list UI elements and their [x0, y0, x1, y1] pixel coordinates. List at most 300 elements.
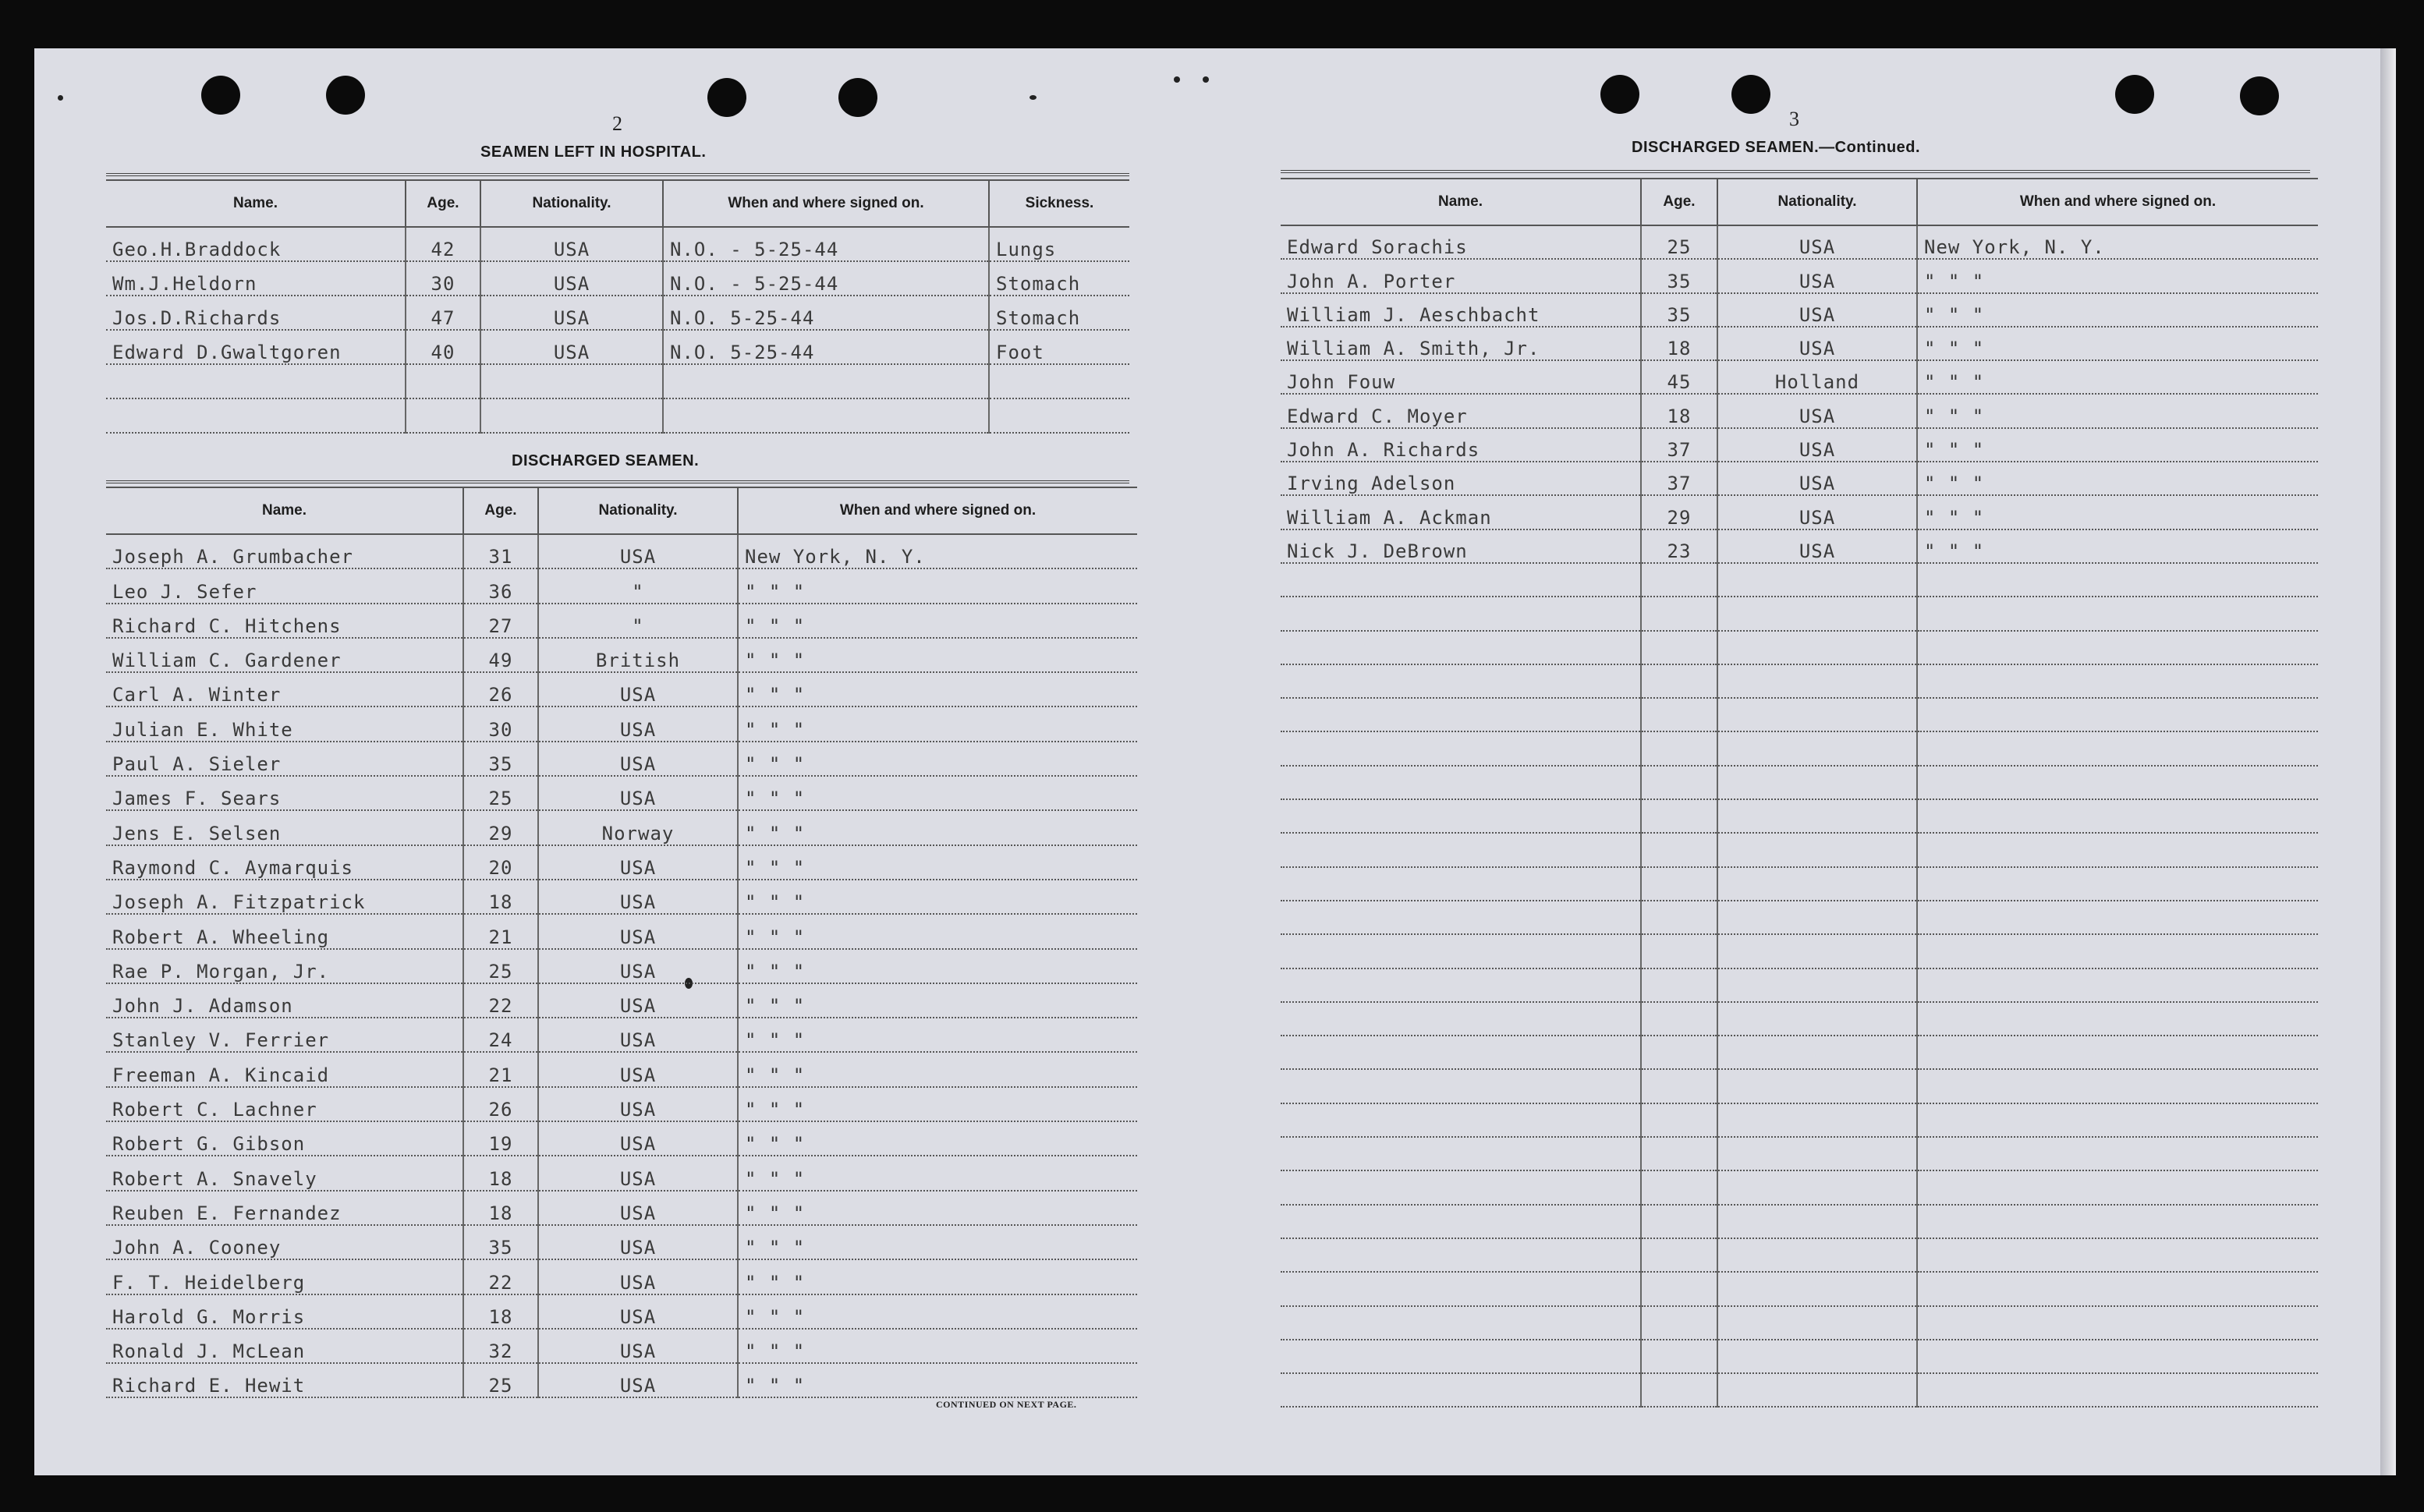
right-cell	[1717, 833, 1917, 866]
table-row	[1281, 225, 2318, 259]
right-cell: USA	[1717, 225, 1917, 259]
discharged-cell: 29	[463, 810, 538, 845]
right-cell	[1641, 1036, 1717, 1069]
discharged-header-1: Age.	[463, 487, 538, 534]
discharged-cell: USA	[538, 672, 738, 706]
punch-hole	[838, 78, 877, 117]
ink-speck	[1203, 76, 1209, 83]
right-cell: John A. Porter	[1281, 259, 1641, 292]
table-row	[1281, 766, 2318, 799]
hospital-cell	[663, 398, 989, 433]
discharged-table	[106, 487, 1137, 1398]
table-row	[106, 672, 1137, 706]
right-cell	[1281, 1272, 1641, 1305]
hospital-header-2: Nationality.	[480, 180, 663, 227]
discharged-cell: 20	[463, 845, 538, 880]
discharged-cell: USA	[538, 534, 738, 568]
discharged-cell: 31	[463, 534, 538, 568]
right-title-rule	[1281, 170, 2310, 173]
hospital-cell: Geo.H.Braddock	[106, 227, 406, 261]
right-cell	[1917, 1238, 2318, 1272]
discharged-cell: 25	[463, 949, 538, 983]
table-row	[1281, 293, 2318, 327]
table-row	[106, 914, 1137, 948]
discharged-cell: Richard E. Hewit	[106, 1363, 463, 1397]
right-cell	[1917, 731, 2318, 765]
table-row	[1281, 394, 2318, 427]
hospital-cell: USA	[480, 296, 663, 330]
right-cell	[1917, 1205, 2318, 1238]
right-cell	[1717, 901, 1917, 934]
right-cell: William J. Aeschbacht	[1281, 293, 1641, 327]
ink-speck	[1029, 95, 1037, 100]
discharged-cell: Rae P. Morgan, Jr.	[106, 949, 463, 983]
right-cell: New York, N. Y.	[1917, 225, 2318, 259]
discharged-cell: "	[538, 604, 738, 638]
table-row	[1281, 1340, 2318, 1373]
right-cell	[1717, 1205, 1917, 1238]
table-row	[1281, 1373, 2318, 1407]
discharged-cell: " " "	[738, 880, 1137, 914]
right-cell: William A. Smith, Jr.	[1281, 327, 1641, 360]
page-edge	[2380, 48, 2396, 1475]
discharged-cell: " " "	[738, 845, 1137, 880]
discharged-cell: 26	[463, 672, 538, 706]
discharged-cell: " " "	[738, 810, 1137, 845]
discharged-cell: USA	[538, 1018, 738, 1052]
discharged-cell: " " "	[738, 1156, 1137, 1190]
right-cell	[1917, 698, 2318, 731]
discharged-cell: USA	[538, 742, 738, 776]
discharged-cell: 35	[463, 1225, 538, 1259]
discharged-cell: USA	[538, 914, 738, 948]
discharged-cell: " " "	[738, 604, 1137, 638]
table-row	[1281, 799, 2318, 833]
right-cell	[1917, 563, 2318, 597]
table-row	[106, 330, 1129, 364]
table-row	[1281, 428, 2318, 462]
table-row	[1281, 901, 2318, 934]
right-cell: USA	[1717, 495, 1917, 529]
punch-hole	[326, 76, 365, 115]
discharged-cell: 26	[463, 1087, 538, 1121]
discharged-cell: Richard C. Hitchens	[106, 604, 463, 638]
right-cell	[1641, 799, 1717, 833]
right-cell	[1917, 664, 2318, 698]
right-cell	[1281, 1238, 1641, 1272]
table-row	[106, 1121, 1137, 1156]
table-row	[106, 398, 1129, 433]
right-cell	[1641, 867, 1717, 901]
table-row	[1281, 631, 2318, 664]
punch-hole	[1600, 75, 1639, 114]
right-cell: 35	[1641, 293, 1717, 327]
discharged-cell: USA	[538, 1156, 738, 1190]
discharged-cell: Raymond C. Aymarquis	[106, 845, 463, 880]
hospital-cell: USA	[480, 227, 663, 261]
discharged-cell: USA	[538, 1121, 738, 1156]
discharged-cell: 18	[463, 1294, 538, 1329]
discharged-cell: USA	[538, 1363, 738, 1397]
discharged-continued-title-text: DISCHARGED SEAMEN.	[1632, 139, 1820, 156]
punch-hole	[707, 78, 746, 117]
right-cell	[1717, 1002, 1917, 1036]
right-cell	[1281, 968, 1641, 1002]
right-cell	[1917, 833, 2318, 866]
right-cell: Edward Sorachis	[1281, 225, 1641, 259]
discharged-cell: USA	[538, 1087, 738, 1121]
hospital-cell	[989, 398, 1129, 433]
discharged-cell: Leo J. Sefer	[106, 568, 463, 603]
right-cell	[1717, 1272, 1917, 1305]
right-cell	[1281, 1340, 1641, 1373]
table-row	[1281, 360, 2318, 394]
right-cell	[1641, 833, 1717, 866]
right-cell: Edward C. Moyer	[1281, 394, 1641, 427]
ink-speck	[1174, 76, 1180, 83]
hospital-cell: N.O. 5-25-44	[663, 296, 989, 330]
right-cell	[1281, 1170, 1641, 1204]
right-cell	[1717, 1373, 1917, 1407]
discharged-cell: 30	[463, 706, 538, 741]
table-row	[106, 261, 1129, 296]
right-cell	[1281, 867, 1641, 901]
right-cell	[1917, 1306, 2318, 1340]
right-cell	[1281, 833, 1641, 866]
hospital-table	[106, 179, 1129, 434]
discharged-cell: USA	[538, 1259, 738, 1294]
table-row	[106, 742, 1137, 776]
right-cell	[1717, 1306, 1917, 1340]
table-row	[1281, 563, 2318, 597]
discharged-cell: USA	[538, 776, 738, 810]
punch-hole	[2115, 75, 2154, 114]
discharged-cell: USA	[538, 706, 738, 741]
hospital-cell: 42	[406, 227, 480, 261]
hospital-cell: Foot	[989, 330, 1129, 364]
right-cell	[1281, 597, 1641, 630]
right-cell	[1281, 698, 1641, 731]
right-cell	[1641, 597, 1717, 630]
discharged-cell: Robert A. Snavely	[106, 1156, 463, 1190]
table-row	[106, 1191, 1137, 1225]
discharged-cell: British	[538, 638, 738, 672]
discharged-cell: New York, N. Y.	[738, 534, 1137, 568]
table-row	[1281, 1069, 2318, 1103]
discharged-cell: " " "	[738, 1052, 1137, 1086]
right-cell: John A. Richards	[1281, 428, 1641, 462]
table-row	[1281, 1272, 2318, 1305]
right-cell: USA	[1717, 259, 1917, 292]
discharged-continued-title	[1632, 139, 1920, 157]
right-cell	[1717, 664, 1917, 698]
discharged-header-3: When and where signed on.	[738, 487, 1137, 534]
table-row	[106, 776, 1137, 810]
discharged-cell: 49	[463, 638, 538, 672]
right-cell	[1717, 563, 1917, 597]
table-row	[106, 296, 1129, 330]
discharged-cell: " " "	[738, 949, 1137, 983]
table-row	[1281, 1036, 2318, 1069]
table-row	[106, 1294, 1137, 1329]
right-cell	[1641, 1340, 1717, 1373]
right-cell	[1281, 934, 1641, 968]
table-row	[106, 1018, 1137, 1052]
punch-hole	[1731, 75, 1770, 114]
right-cell: " " "	[1917, 327, 2318, 360]
table-row	[106, 568, 1137, 603]
discharged-cell: USA	[538, 1329, 738, 1363]
right-cell: " " "	[1917, 293, 2318, 327]
right-cell	[1641, 1238, 1717, 1272]
right-cell	[1641, 631, 1717, 664]
discharged-cell: Freeman A. Kincaid	[106, 1052, 463, 1086]
hospital-cell: N.O. - 5-25-44	[663, 227, 989, 261]
hospital-cell: USA	[480, 261, 663, 296]
discharged-cell: 18	[463, 1191, 538, 1225]
discharged-cell: " " "	[738, 568, 1137, 603]
right-cell	[1917, 867, 2318, 901]
discharged-cell: " " "	[738, 1259, 1137, 1294]
right-cell	[1917, 597, 2318, 630]
discharged-cell: " " "	[738, 672, 1137, 706]
right-cell	[1641, 934, 1717, 968]
discharged-cell: 22	[463, 983, 538, 1018]
discharged-cell: Joseph A. Grumbacher	[106, 534, 463, 568]
page-number-left: 2	[612, 112, 622, 135]
discharged-cell: " " "	[738, 742, 1137, 776]
hospital-title-rule	[106, 173, 1129, 176]
table-row	[106, 880, 1137, 914]
right-cell	[1717, 698, 1917, 731]
table-row	[106, 706, 1137, 741]
discharged-cell: USA	[538, 1225, 738, 1259]
right-cell	[1917, 631, 2318, 664]
right-cell	[1917, 766, 2318, 799]
right-cell	[1717, 731, 1917, 765]
discharged-header-2: Nationality.	[538, 487, 738, 534]
discharged-cell: USA	[538, 880, 738, 914]
right-cell: USA	[1717, 428, 1917, 462]
right-cell: " " "	[1917, 529, 2318, 563]
right-cell: 18	[1641, 394, 1717, 427]
right-cell	[1717, 799, 1917, 833]
discharged-cell: 21	[463, 914, 538, 948]
hospital-cell: Stomach	[989, 261, 1129, 296]
discharged-cell: " " "	[738, 1363, 1137, 1397]
discharged-cell: USA	[538, 1191, 738, 1225]
discharged-cell: Carl A. Winter	[106, 672, 463, 706]
discharged-cell: " " "	[738, 914, 1137, 948]
discharged-cell: Robert A. Wheeling	[106, 914, 463, 948]
discharged-cell: USA	[538, 983, 738, 1018]
right-cell: " " "	[1917, 360, 2318, 394]
table-row	[106, 1156, 1137, 1190]
right-cell	[1641, 766, 1717, 799]
table-row	[106, 1259, 1137, 1294]
discharged-cell: 21	[463, 1052, 538, 1086]
right-cell	[1641, 1306, 1717, 1340]
hospital-section-title: SEAMEN LEFT IN HOSPITAL.	[480, 143, 707, 161]
right-cell	[1641, 731, 1717, 765]
right-cell	[1917, 1069, 2318, 1103]
right-cell	[1717, 968, 1917, 1002]
discharged-cell: James F. Sears	[106, 776, 463, 810]
continued-note: CONTINUED ON NEXT PAGE.	[936, 1399, 1077, 1410]
hospital-cell: 30	[406, 261, 480, 296]
table-row	[1281, 495, 2318, 529]
table-row	[1281, 664, 2318, 698]
right-cell	[1641, 1002, 1717, 1036]
right-cell: 35	[1641, 259, 1717, 292]
right-cell	[1917, 1137, 2318, 1170]
right-cell	[1641, 664, 1717, 698]
right-cell	[1281, 563, 1641, 597]
discharged-cell: Paul A. Sieler	[106, 742, 463, 776]
right-cell	[1281, 1306, 1641, 1340]
right-cell	[1641, 1272, 1717, 1305]
right-cell: 29	[1641, 495, 1717, 529]
table-row	[1281, 934, 2318, 968]
table-row	[1281, 698, 2318, 731]
right-cell: " " "	[1917, 462, 2318, 495]
hospital-cell	[480, 364, 663, 398]
hospital-header-1: Age.	[406, 180, 480, 227]
table-row	[1281, 462, 2318, 495]
right-cell	[1281, 1036, 1641, 1069]
right-cell	[1717, 867, 1917, 901]
right-cell: 25	[1641, 225, 1717, 259]
discharged-cell: F. T. Heidelberg	[106, 1259, 463, 1294]
discharged-cell: " " "	[738, 1191, 1137, 1225]
right-cell	[1717, 1103, 1917, 1137]
right-cell: John Fouw	[1281, 360, 1641, 394]
discharged-cell: USA	[538, 949, 738, 983]
right-cell	[1917, 1002, 2318, 1036]
discharged-cell: William C. Gardener	[106, 638, 463, 672]
hospital-cell: 40	[406, 330, 480, 364]
right-cell	[1717, 1137, 1917, 1170]
right-cell: William A. Ackman	[1281, 495, 1641, 529]
right-cell	[1917, 901, 2318, 934]
right-cell: USA	[1717, 327, 1917, 360]
table-row	[1281, 1238, 2318, 1272]
right-cell	[1717, 766, 1917, 799]
table-row	[106, 1363, 1137, 1397]
table-row	[106, 227, 1129, 261]
right-cell: " " "	[1917, 394, 2318, 427]
table-row	[1281, 731, 2318, 765]
discharged-cell: USA	[538, 1294, 738, 1329]
discharged-header-0: Name.	[106, 487, 463, 534]
right-cell	[1641, 1205, 1717, 1238]
table-row	[106, 1087, 1137, 1121]
discharged-cell: Harold G. Morris	[106, 1294, 463, 1329]
discharged-cell: " " "	[738, 1329, 1137, 1363]
right-cell	[1641, 1170, 1717, 1204]
table-row	[1281, 833, 2318, 866]
hospital-cell: Wm.J.Heldorn	[106, 261, 406, 296]
right-cell	[1281, 901, 1641, 934]
page-number-right: 3	[1789, 108, 1799, 130]
table-row	[1281, 968, 2318, 1002]
discharged-cell: Ronald J. McLean	[106, 1329, 463, 1363]
right-header-3: When and where signed on.	[1917, 179, 2318, 225]
table-row	[106, 638, 1137, 672]
discharged-cell: " " "	[738, 1225, 1137, 1259]
punch-hole	[2240, 76, 2279, 115]
right-cell	[1641, 1069, 1717, 1103]
punch-hole	[201, 76, 240, 115]
hospital-header-4: Sickness.	[989, 180, 1129, 227]
discharged-cell: 18	[463, 880, 538, 914]
discharged-cell: Julian E. White	[106, 706, 463, 741]
discharged-cell: 18	[463, 1156, 538, 1190]
ink-speck	[58, 95, 63, 101]
hospital-cell: N.O. - 5-25-44	[663, 261, 989, 296]
hospital-cell: Jos.D.Richards	[106, 296, 406, 330]
table-row	[1281, 1137, 2318, 1170]
discharged-cell: 35	[463, 742, 538, 776]
right-cell: " " "	[1917, 428, 2318, 462]
right-cell: 37	[1641, 428, 1717, 462]
right-cell	[1641, 1137, 1717, 1170]
hospital-cell	[406, 398, 480, 433]
discharged-cell: Jens E. Selsen	[106, 810, 463, 845]
right-cell	[1917, 1036, 2318, 1069]
right-cell	[1281, 1069, 1641, 1103]
right-header-1: Age.	[1641, 179, 1717, 225]
table-row	[1281, 1002, 2318, 1036]
right-cell: 45	[1641, 360, 1717, 394]
right-cell	[1917, 934, 2318, 968]
right-cell	[1641, 1103, 1717, 1137]
right-cell	[1281, 766, 1641, 799]
right-cell	[1717, 631, 1917, 664]
discharged-cell: 25	[463, 776, 538, 810]
right-cell	[1281, 731, 1641, 765]
right-cell	[1917, 968, 2318, 1002]
right-cell: USA	[1717, 462, 1917, 495]
right-cell: " " "	[1917, 495, 2318, 529]
hospital-cell: Stomach	[989, 296, 1129, 330]
table-row	[1281, 327, 2318, 360]
table-row	[1281, 867, 2318, 901]
right-cell	[1281, 1205, 1641, 1238]
discharged-cell: Norway	[538, 810, 738, 845]
table-row	[1281, 259, 2318, 292]
discharged-continued-table	[1281, 178, 2318, 1408]
hospital-cell	[663, 364, 989, 398]
right-cell	[1281, 1373, 1641, 1407]
discharged-cell: " " "	[738, 706, 1137, 741]
discharged-cell: Robert C. Lachner	[106, 1087, 463, 1121]
discharged-cell: "	[538, 568, 738, 603]
discharged-cell: 36	[463, 568, 538, 603]
discharged-cell: " " "	[738, 638, 1137, 672]
table-row	[106, 1329, 1137, 1363]
hospital-header-3: When and where signed on.	[663, 180, 989, 227]
discharged-section-title: DISCHARGED SEAMEN.	[512, 452, 700, 469]
discharged-cell: USA	[538, 845, 738, 880]
discharged-cell: 22	[463, 1259, 538, 1294]
right-cell	[1917, 799, 2318, 833]
right-cell	[1641, 901, 1717, 934]
right-cell: 18	[1641, 327, 1717, 360]
table-row	[1281, 529, 2318, 563]
right-cell	[1281, 1002, 1641, 1036]
hospital-cell: Lungs	[989, 227, 1129, 261]
